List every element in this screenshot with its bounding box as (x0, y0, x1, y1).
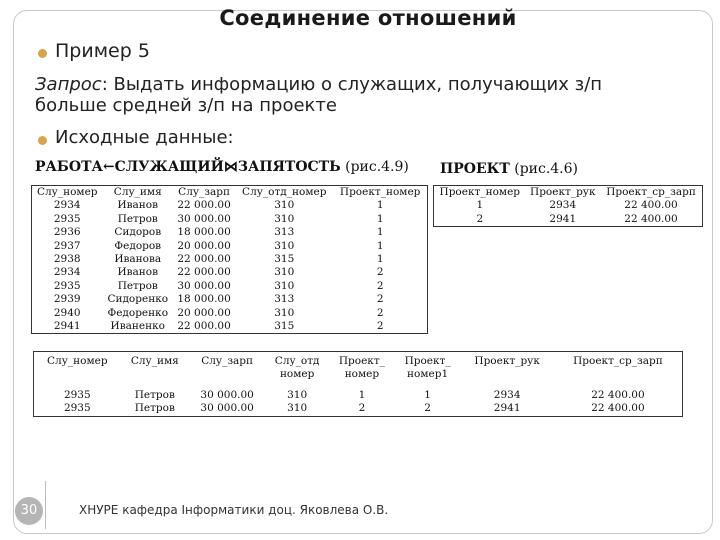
column-header-line: Проект_ (338, 355, 385, 367)
formula-expression: РАБОТА←СЛУЖАЩИЙ⋈ЗАПЯТОСТЬ (35, 159, 341, 175)
table-cell: 22 400.00 (624, 199, 678, 212)
table-cell: 2937 (53, 239, 81, 252)
table-cell: 2 (376, 266, 384, 279)
table-row (32, 320, 428, 334)
column-header-line: Слу_отд (274, 355, 320, 367)
table-cell: 2935 (53, 279, 81, 292)
table-cell: 1 (376, 226, 384, 239)
page-number: 30 (15, 497, 43, 525)
table-row (34, 389, 683, 402)
table-cell: 2940 (53, 306, 81, 319)
table-cell: 2935 (63, 402, 91, 415)
table-cell: 2941 (493, 402, 521, 415)
table-cell: 310 (287, 402, 308, 415)
join-formula (35, 159, 409, 175)
column-header-line: Слу_номер (47, 355, 108, 367)
formula-ref: (рис.4.9) (340, 159, 409, 175)
table-row (32, 226, 428, 239)
table-cell: 2 (376, 293, 384, 306)
table-cell: 1 (376, 199, 384, 212)
table-row (32, 293, 428, 306)
slide-title: Соединение отношений (219, 6, 517, 30)
table-cell: 2934 (549, 199, 577, 212)
column-header-line: номер (344, 368, 380, 380)
table-cell: Федоров (114, 239, 162, 252)
column-header (395, 352, 461, 390)
column-header (329, 352, 395, 390)
column-header (554, 352, 683, 390)
table-row (32, 280, 428, 293)
footer-divider (45, 481, 46, 529)
column-header (189, 352, 265, 390)
table-cell: Сидоренко (107, 293, 169, 306)
table-cell: 18 000.00 (177, 226, 231, 239)
table-cell: 2 (424, 402, 431, 415)
table-cell: Иванов (117, 266, 159, 279)
table-row (32, 240, 428, 253)
source-data-label: Исходные данные: (55, 127, 234, 148)
table-cell: 1 (376, 253, 384, 266)
table-cell: Петров (134, 402, 175, 415)
column-header-line: Слу_имя (130, 355, 179, 367)
query-label: Запрос (35, 74, 102, 95)
table-cell: Петров (134, 389, 175, 401)
table-cell: 315 (274, 253, 295, 266)
table-cell: 2934 (53, 266, 81, 279)
table-cell: Иваненко (110, 320, 165, 333)
table-cell: 30 000.00 (177, 279, 231, 292)
table-cell: 2935 (53, 212, 81, 225)
column-header (121, 352, 189, 390)
column-header: Проект_номер (339, 186, 421, 198)
table-cell: 310 (274, 239, 295, 252)
table-row (434, 213, 703, 227)
table-cell: 310 (274, 306, 295, 319)
column-header (265, 352, 329, 390)
table-cell: Петров (117, 212, 158, 225)
table-cell: 2941 (53, 320, 81, 333)
table-cell: 2 (358, 402, 366, 415)
table-row (32, 266, 428, 279)
column-header: Проект_рук (530, 186, 596, 198)
table-cell: 310 (274, 266, 295, 279)
column-header: Проект_ср_зарп (606, 186, 696, 198)
column-header (460, 352, 553, 390)
column-header-line: Слу_зарп (201, 355, 254, 367)
table-cell: 22 000.00 (177, 266, 231, 279)
table-cell: 20 000.00 (177, 306, 231, 319)
header-row (32, 186, 428, 200)
column-header: Слу_номер (36, 186, 98, 198)
table-row (32, 307, 428, 320)
column-header-line: Проект_ (404, 355, 451, 367)
column-header (34, 352, 121, 390)
table-cell: 22 000.00 (177, 320, 231, 333)
column-header-line: Проект_ср_зарп (573, 355, 663, 367)
project-table (433, 185, 703, 227)
table-cell: 2936 (53, 226, 81, 239)
project-caption (440, 161, 578, 177)
table-cell: 310 (274, 199, 295, 212)
column-header: Слу_имя (113, 186, 162, 198)
table-cell: Иванов (117, 199, 159, 212)
table-cell: 2 (376, 306, 384, 319)
table-cell: 1 (358, 389, 366, 401)
table-cell: 20 000.00 (177, 239, 231, 252)
column-header-line: номер (279, 368, 315, 380)
bullet-icon (38, 49, 47, 58)
table-cell: 2 (376, 320, 384, 333)
table-row (32, 199, 428, 212)
table-cell: 313 (274, 293, 295, 306)
table-cell: 310 (274, 279, 295, 292)
table-row (34, 402, 683, 416)
table-cell: 22 400.00 (591, 389, 645, 401)
work-table (31, 185, 428, 334)
table-cell: 2938 (53, 253, 81, 266)
project-caption-name: ПРОЕКТ (440, 161, 510, 177)
table-cell: Иванова (114, 253, 162, 266)
table-cell: 1 (476, 199, 484, 212)
table-cell: 30 000.00 (200, 389, 254, 401)
column-header-line: номер1 (407, 368, 449, 380)
column-header: Слу_зарп (178, 186, 231, 198)
table-cell: 310 (274, 212, 295, 225)
table-cell: 2 (376, 279, 384, 292)
table-cell: 22 000.00 (177, 199, 231, 212)
table-cell: Петров (117, 279, 158, 292)
table-row (32, 253, 428, 266)
column-header: Проект_номер (439, 186, 521, 198)
table-cell: 1 (376, 239, 384, 252)
table-cell: 1 (424, 389, 431, 401)
query-body: : Выдать информацию о служащих, получающих з/п больше средней з/п на проекте (35, 74, 603, 116)
table-row (32, 213, 428, 226)
table-cell: 315 (274, 320, 295, 333)
header-row (34, 352, 683, 390)
table-cell: 30 000.00 (177, 212, 231, 225)
table-cell: 2934 (493, 389, 521, 401)
table-cell: 1 (376, 212, 384, 225)
table-cell: 22 400.00 (624, 212, 678, 225)
footer-text: ХНУРЕ кафедра Інформатики доц. Яковлева О.В. (79, 503, 389, 517)
table-cell: 2934 (53, 199, 81, 212)
project-caption-ref: (рис.4.6) (509, 161, 579, 177)
table-cell: 18 000.00 (177, 293, 231, 306)
header-row (434, 186, 703, 200)
table-cell: 2 (476, 212, 484, 225)
example-heading: Пример 5 (55, 40, 150, 62)
table-cell: 30 000.00 (200, 402, 254, 415)
table-cell: 2939 (53, 293, 81, 306)
table-cell: Сидоров (114, 226, 162, 239)
table-row (434, 199, 703, 212)
table-cell: 22 400.00 (591, 402, 645, 415)
query-text (35, 74, 675, 116)
table-cell: Федоренко (107, 306, 169, 319)
table-cell: 313 (274, 226, 295, 239)
table-cell: 22 000.00 (177, 253, 231, 266)
table-cell: 310 (287, 389, 308, 401)
column-header-line: Проект_рук (474, 355, 540, 367)
result-table (33, 351, 683, 417)
bullet-icon (38, 136, 47, 145)
table-cell: 2935 (63, 389, 91, 401)
table-cell: 2941 (549, 212, 577, 225)
column-header: Слу_отд_номер (242, 186, 327, 198)
